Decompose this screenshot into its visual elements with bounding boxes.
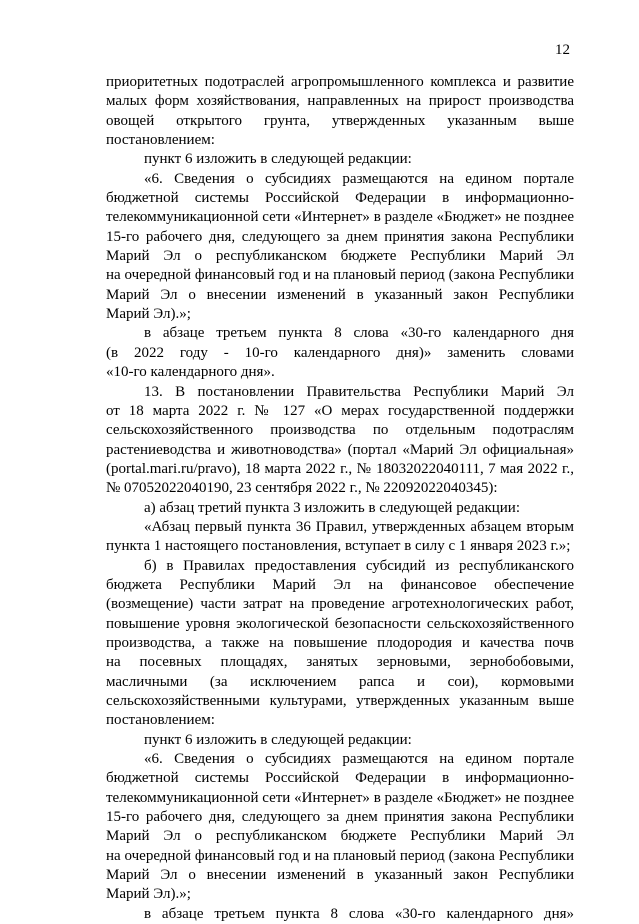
text-line: на очередной финансовый год и на плановый период (закона Республики — [106, 267, 574, 284]
text-line: бюджетной системы Российской Федерации в информационно- — [106, 190, 574, 207]
text-line: в абзаце третьем пункта 8 слова «30-го календарного дня — [144, 325, 574, 342]
text-line: Марий Эл).»; — [106, 306, 191, 323]
text-line: Марий Эл о внесении изменений в указанный закон Республики — [106, 867, 574, 884]
text-line: а) абзац третий пункта 3 изложить в следующей редакции: — [144, 499, 520, 516]
text-line: масличными (за исключением рапса и сои), кормовыми — [106, 673, 574, 690]
text-line: производства, а также на повышение плодородия и качества почв — [106, 634, 574, 651]
text-line: овощей открытого грунта, утвержденных указанным выше — [106, 112, 574, 129]
text-line: от 18 марта 2022 г. № 127 «О мерах государственной поддержки — [106, 402, 574, 419]
text-line: пункта 1 настоящего постановления, вступает в силу с 1 января 2023 г.»; — [106, 538, 571, 555]
text-line: (portal.mari.ru/pravo), 18 марта 2022 г., № 18032022040111, 7 мая 2022 г., — [106, 460, 574, 477]
text-line: в абзаце третьем пункта 8 слова «30-го календарного дня» — [144, 905, 574, 922]
text-line: б) в Правилах предоставления субсидий из республиканского — [144, 557, 574, 574]
text-line: сельскохозяйственного производства по отдельным подотраслям — [106, 422, 574, 439]
text-line: бюджета Республики Марий Эл на финансовое обеспечение — [106, 576, 574, 593]
text-line: (возмещение) части затрат на проведение агротехнологических работ, — [106, 596, 574, 613]
text-line: приоритетных подотраслей агропромышленного комплекса и развитие — [106, 74, 574, 90]
text-line: (в 2022 году - 10-го календарного дня)» заменить словами — [106, 344, 574, 361]
text-line: «6. Сведения о субсидиях размещаются на едином портале — [144, 751, 574, 768]
text-line: «10-го календарного дня». — [106, 364, 275, 381]
text-line: бюджетной системы Российской Федерации в информационно- — [106, 770, 574, 787]
text-line: постановлением: — [106, 132, 215, 149]
text-line: на посевных площадях, занятых зерновыми, зернобобовыми, — [106, 654, 574, 671]
text-line: сельскохозяйственными культурами, утвержденных указанным выше — [106, 693, 574, 709]
page-number: 12 — [555, 42, 570, 58]
document-body — [106, 73, 574, 924]
text-line: телекоммуникационной сети «Интернет» в разделе «Бюджет» не позднее — [106, 789, 574, 806]
text-line: Марий Эл о республиканском бюджете Республики Марий Эл — [106, 828, 574, 845]
text-line: телекоммуникационной сети «Интернет» в разделе «Бюджет» не позднее — [106, 209, 574, 226]
text-line: Марий Эл).»; — [106, 886, 191, 903]
text-line: растениеводства и животноводства» (портал «Марий Эл официальная» — [106, 441, 574, 458]
text-line: постановлением: — [106, 712, 215, 729]
text-line: повышение уровня экологической безопасности сельскохозяйственного — [106, 615, 574, 632]
text-line: 13. В постановлении Правительства Республики Марий Эл — [144, 383, 574, 400]
text-line: № 07052022040190, 23 сентября 2022 г., № 22092022040345): — [106, 480, 498, 497]
text-line: 15-го рабочего дня, следующего за днем принятия закона Республики — [106, 228, 574, 245]
text-line: на очередной финансовый год и на плановый период (закона Республики — [106, 847, 574, 864]
text-line: Марий Эл о внесении изменений в указанный закон Республики — [106, 286, 574, 303]
text-line: «Абзац первый пункта 36 Правил, утвержденных абзацем вторым — [144, 518, 574, 535]
text-line: «6. Сведения о субсидиях размещаются на едином портале — [144, 170, 574, 187]
text-line: малых форм хозяйствования, направленных на прирост производства — [106, 93, 574, 110]
text-line: Марий Эл о республиканском бюджете Республики Марий Эл — [106, 248, 574, 265]
text-line: пункт 6 изложить в следующей редакции: — [144, 731, 412, 748]
text-line: 15-го рабочего дня, следующего за днем принятия закона Республики — [106, 809, 574, 826]
text-line: пункт 6 изложить в следующей редакции: — [144, 151, 412, 168]
